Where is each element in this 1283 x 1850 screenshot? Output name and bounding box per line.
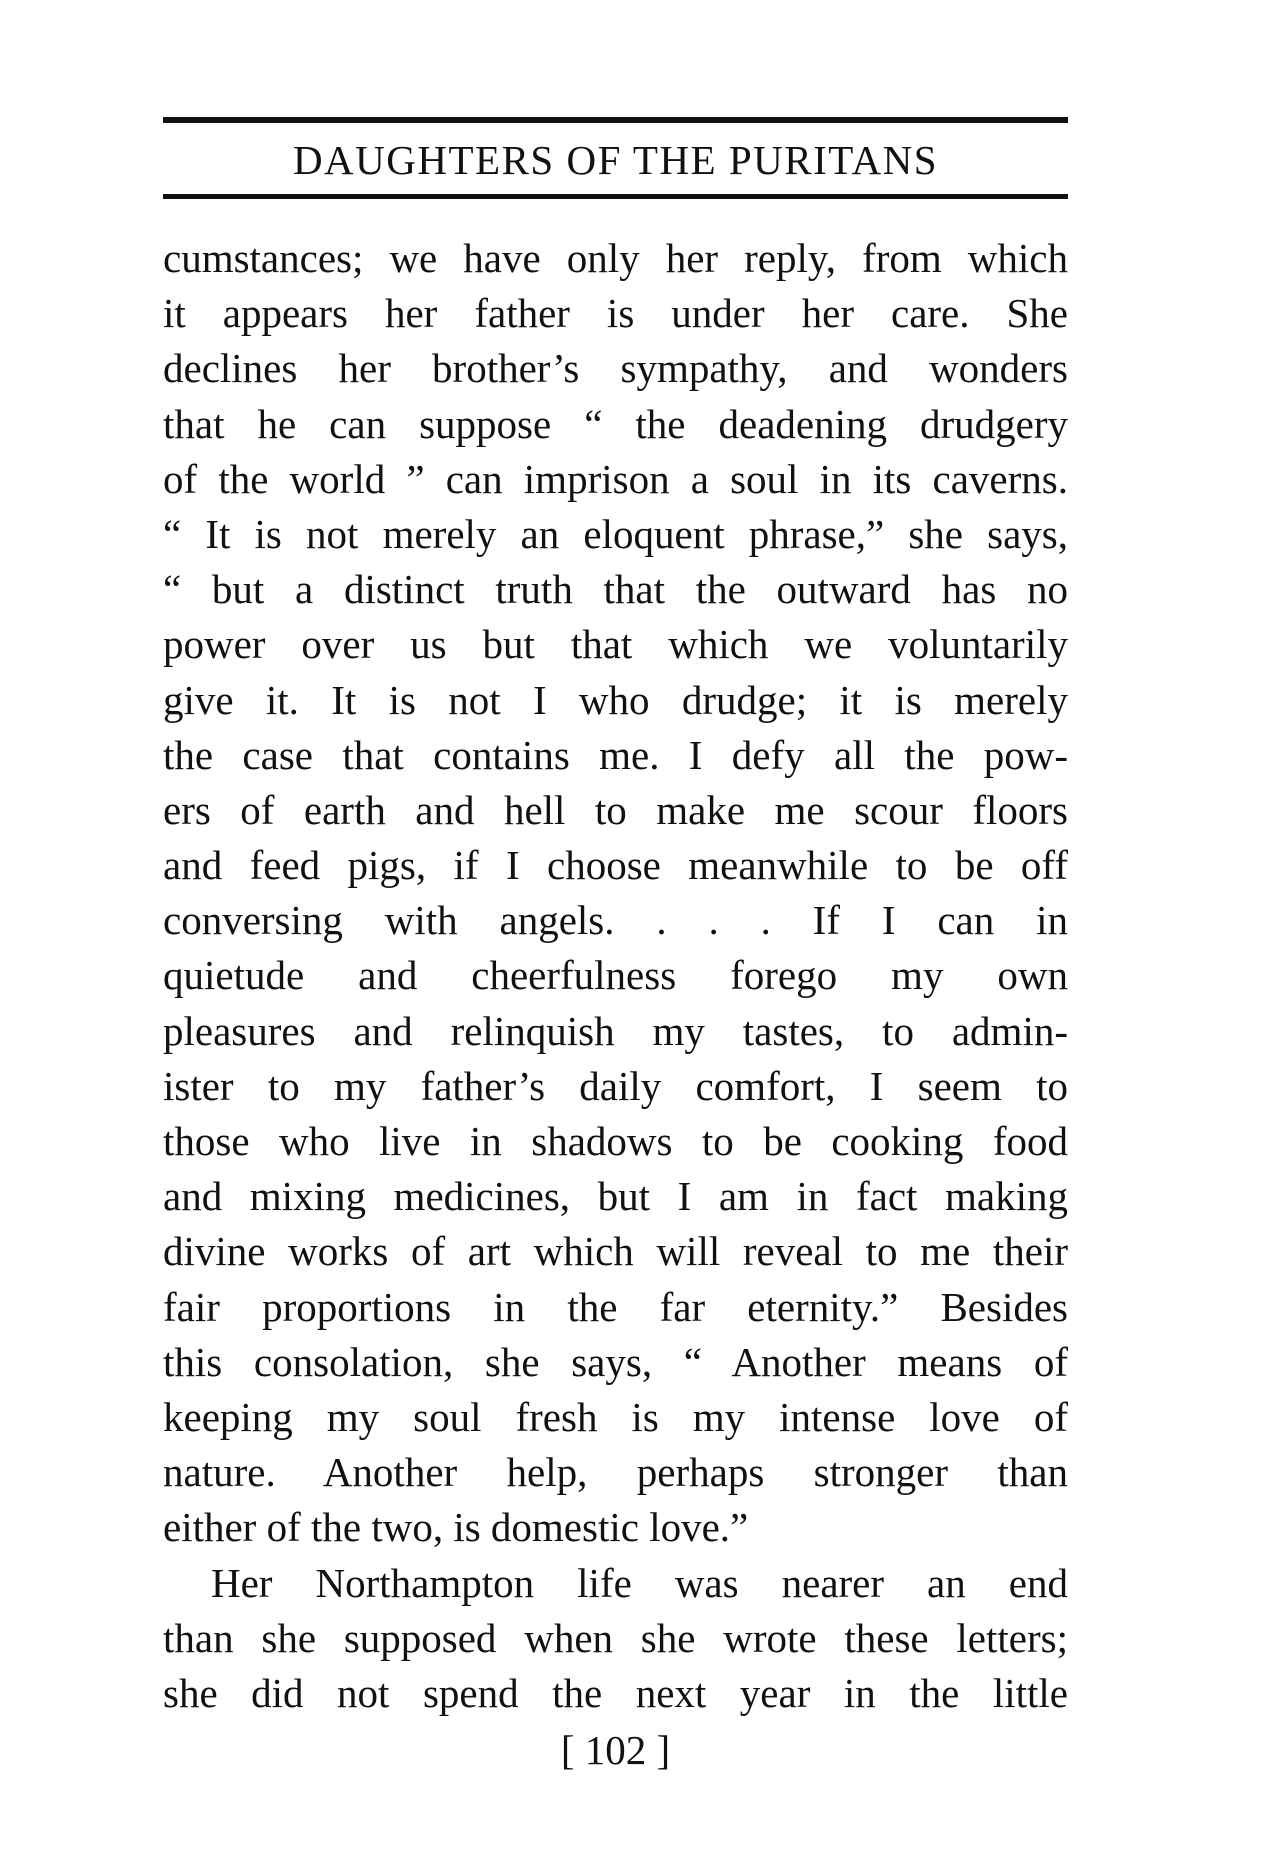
- running-head: DAUGHTERS OF THE PURITANS: [292, 137, 939, 183]
- text-line: declines her brother’s sympathy, and wonders: [163, 345, 1068, 392]
- page-number: [ 102 ]: [560, 1727, 671, 1773]
- text-line: this consolation, she says, “ Another means of: [163, 1338, 1068, 1385]
- text-line: power over us but that which we voluntarily: [163, 621, 1068, 668]
- text-line: those who live in shadows to be cooking food: [163, 1118, 1068, 1164]
- text-line: Her Northampton life was nearer an end: [211, 1559, 1068, 1606]
- header-top-rule: [163, 117, 1068, 123]
- text-line: quietude and cheerfulness forego my own: [163, 952, 1068, 999]
- text-line: it appears her father is under her care. She: [163, 290, 1068, 337]
- text-line: give it. It is not I who drudge; it is merely: [163, 676, 1068, 723]
- text-line: “ It is not merely an eloquent phrase,” she says,: [163, 510, 1068, 557]
- text-line: the case that contains me. I defy all the pow-: [163, 731, 1068, 778]
- text-line: and feed pigs, if I choose meanwhile to be off: [163, 842, 1068, 889]
- text-line: either of the two, is domestic love.”: [163, 1504, 749, 1551]
- text-line: cumstances; we have only her reply, from which: [163, 235, 1068, 281]
- body-text: [163, 231, 1068, 1721]
- text-line: than she supposed when she wrote these letters;: [163, 1614, 1068, 1661]
- text-line: divine works of art which will reveal to me their: [163, 1228, 1068, 1275]
- header-bottom-rule: [163, 194, 1068, 199]
- text-line: and mixing medicines, but I am in fact making: [163, 1173, 1068, 1220]
- text-line: that he can suppose “ the deadening drudgery: [163, 400, 1068, 447]
- text-line: ers of earth and hell to make me scour floors: [163, 786, 1068, 833]
- text-line: “ but a distinct truth that the outward has no: [163, 566, 1068, 613]
- text-line: she did not spend the next year in the little: [163, 1669, 1068, 1716]
- text-line: of the world ” can imprison a soul in its caverns.: [163, 455, 1068, 502]
- text-line: fair proportions in the far eternity.” Besides: [163, 1283, 1068, 1330]
- text-line: conversing with angels. . . . If I can in: [163, 897, 1068, 944]
- text-line: nature. Another help, perhaps stronger than: [163, 1449, 1068, 1496]
- text-line: keeping my soul fresh is my intense love of: [163, 1393, 1068, 1440]
- text-line: pleasures and relinquish my tastes, to admin-: [163, 1007, 1068, 1054]
- text-line: ister to my father’s daily comfort, I seem to: [163, 1062, 1068, 1109]
